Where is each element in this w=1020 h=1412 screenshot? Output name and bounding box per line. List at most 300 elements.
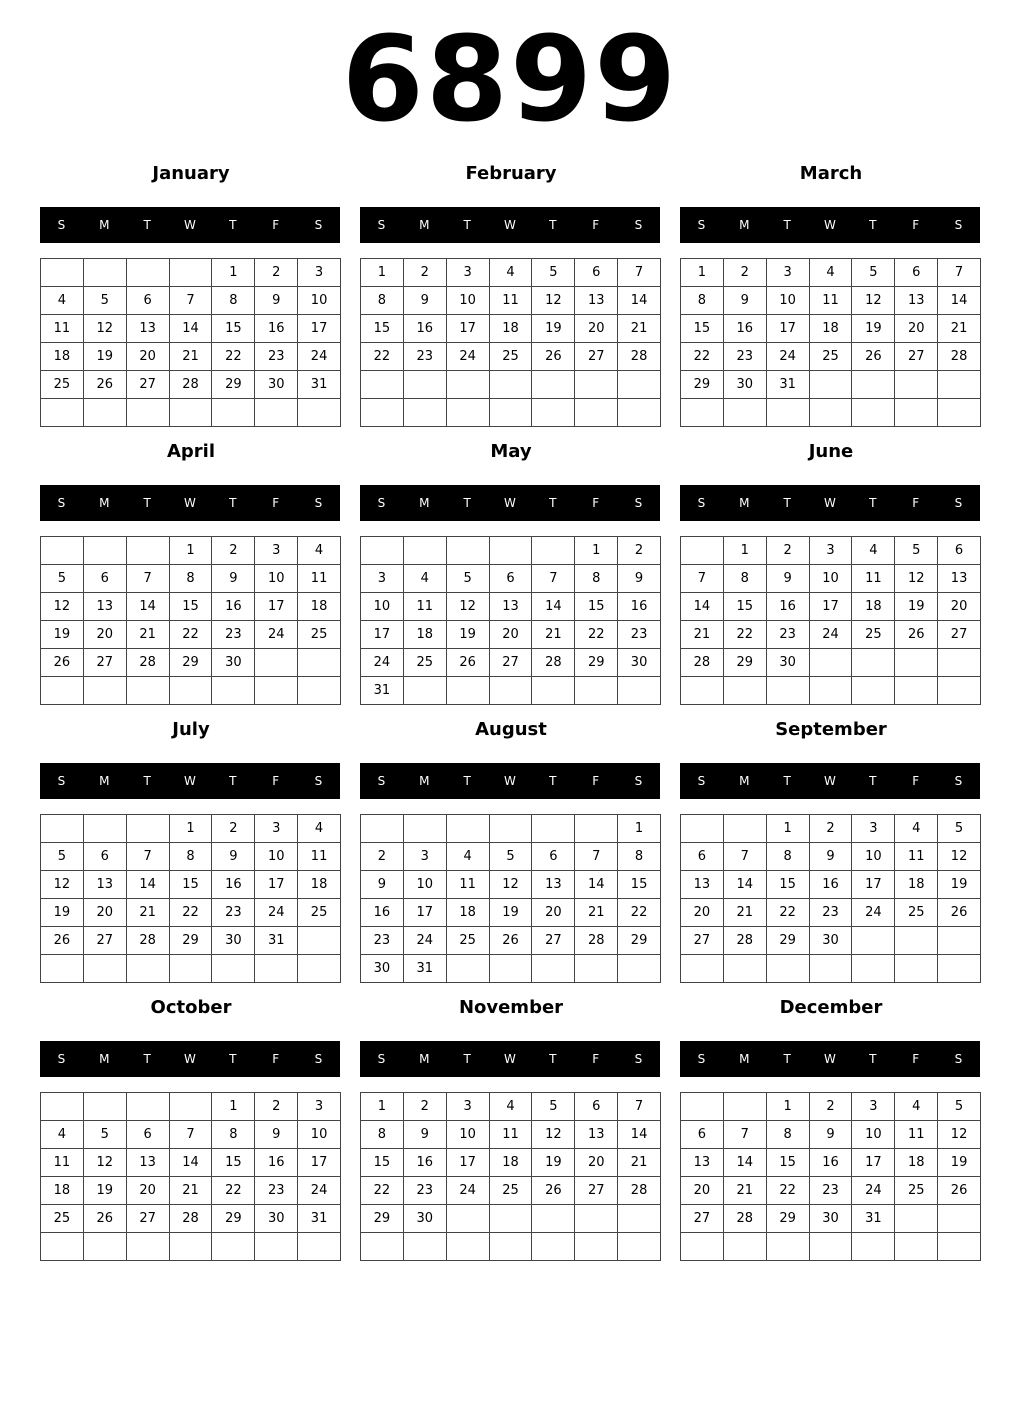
day-cell: 21: [170, 343, 213, 371]
empty-cell: [255, 677, 298, 705]
day-cell: 5: [41, 565, 84, 593]
empty-cell: [41, 955, 84, 983]
day-cell: 17: [767, 315, 810, 343]
day-cell: 12: [447, 593, 490, 621]
day-cell: 22: [767, 899, 810, 927]
empty-cell: [404, 537, 447, 565]
weekday-label: T: [549, 774, 557, 788]
weekday-label: S: [634, 1052, 643, 1066]
empty-cell: [447, 1205, 490, 1233]
day-cell: 16: [618, 593, 661, 621]
day-cell: 29: [212, 371, 255, 399]
weekday-label: T: [143, 496, 151, 510]
empty-cell: [490, 537, 533, 565]
empty-cell: [575, 399, 618, 427]
empty-cell: [41, 259, 84, 287]
empty-cell: [404, 1233, 447, 1261]
weekday-label: W: [184, 1052, 196, 1066]
day-cell: 20: [575, 1149, 618, 1177]
day-cell: 21: [532, 621, 575, 649]
day-cell: 25: [41, 1205, 84, 1233]
empty-cell: [41, 1093, 84, 1121]
day-cell: 2: [212, 815, 255, 843]
day-cell: 4: [404, 565, 447, 593]
empty-cell: [212, 1233, 255, 1261]
day-cell: 26: [938, 1177, 981, 1205]
day-cell: 1: [767, 815, 810, 843]
day-cell: 4: [298, 537, 341, 565]
day-cell: 22: [767, 1177, 810, 1205]
empty-cell: [41, 399, 84, 427]
day-cell: 1: [170, 537, 213, 565]
day-cell: 12: [938, 843, 981, 871]
day-cell: 20: [575, 315, 618, 343]
weekday-header: [680, 207, 980, 243]
day-cell: 2: [212, 537, 255, 565]
empty-cell: [895, 1233, 938, 1261]
day-cell: 24: [361, 649, 404, 677]
day-cell: 21: [618, 1149, 661, 1177]
day-cell: 16: [767, 593, 810, 621]
day-cell: 15: [170, 871, 213, 899]
weekday-label: M: [419, 774, 430, 788]
empty-cell: [681, 1233, 724, 1261]
day-cell: 6: [84, 843, 127, 871]
weekday-label: F: [272, 774, 280, 788]
day-cell: 14: [618, 287, 661, 315]
day-cell: 5: [532, 1093, 575, 1121]
day-cell: 23: [810, 1177, 853, 1205]
day-cell: 24: [404, 927, 447, 955]
weekday-label: F: [592, 496, 600, 510]
day-cell: 15: [724, 593, 767, 621]
empty-cell: [404, 399, 447, 427]
day-cell: 13: [84, 593, 127, 621]
day-cell: 27: [532, 927, 575, 955]
day-cell: 14: [127, 871, 170, 899]
empty-cell: [618, 677, 661, 705]
weekday-header: [40, 207, 340, 243]
weekday-label: S: [954, 774, 963, 788]
day-cell: 24: [298, 343, 341, 371]
day-cell: 30: [212, 649, 255, 677]
day-grid: [40, 814, 341, 983]
empty-cell: [490, 1233, 533, 1261]
day-cell: 25: [810, 343, 853, 371]
day-cell: 16: [404, 315, 447, 343]
day-cell: 8: [212, 1121, 255, 1149]
day-cell: 5: [490, 843, 533, 871]
empty-cell: [938, 955, 981, 983]
day-cell: 1: [575, 537, 618, 565]
weekday-label: M: [739, 774, 750, 788]
empty-cell: [447, 815, 490, 843]
weekday-label: S: [697, 774, 706, 788]
day-cell: 25: [298, 621, 341, 649]
day-cell: 25: [447, 927, 490, 955]
empty-cell: [618, 399, 661, 427]
day-cell: 3: [447, 1093, 490, 1121]
day-cell: 9: [810, 843, 853, 871]
day-cell: 2: [404, 259, 447, 287]
day-cell: 22: [170, 899, 213, 927]
day-cell: 2: [724, 259, 767, 287]
day-cell: 5: [938, 815, 981, 843]
day-cell: 11: [41, 315, 84, 343]
day-cell: 2: [255, 259, 298, 287]
day-cell: 13: [532, 871, 575, 899]
empty-cell: [361, 815, 404, 843]
day-cell: 29: [575, 649, 618, 677]
day-cell: 19: [852, 315, 895, 343]
day-cell: 8: [767, 843, 810, 871]
day-cell: 1: [767, 1093, 810, 1121]
day-cell: 7: [127, 565, 170, 593]
day-cell: 14: [724, 871, 767, 899]
weekday-label: M: [419, 1052, 430, 1066]
day-cell: 8: [170, 565, 213, 593]
day-cell: 26: [852, 343, 895, 371]
day-cell: 1: [170, 815, 213, 843]
day-cell: 22: [724, 621, 767, 649]
day-cell: 23: [255, 1177, 298, 1205]
day-cell: 14: [724, 1149, 767, 1177]
empty-cell: [938, 371, 981, 399]
day-cell: 21: [170, 1177, 213, 1205]
day-cell: 5: [852, 259, 895, 287]
weekday-label: F: [592, 218, 600, 232]
empty-cell: [447, 677, 490, 705]
month-name: June: [808, 441, 854, 462]
weekday-label: W: [504, 774, 516, 788]
day-cell: 24: [852, 1177, 895, 1205]
empty-cell: [84, 677, 127, 705]
day-cell: 7: [170, 1121, 213, 1149]
empty-cell: [361, 537, 404, 565]
empty-cell: [852, 649, 895, 677]
day-cell: 17: [852, 871, 895, 899]
day-cell: 30: [255, 1205, 298, 1233]
weekday-label: S: [314, 496, 323, 510]
day-cell: 6: [84, 565, 127, 593]
day-cell: 11: [852, 565, 895, 593]
empty-cell: [41, 815, 84, 843]
day-cell: 9: [212, 565, 255, 593]
day-cell: 10: [767, 287, 810, 315]
day-cell: 9: [767, 565, 810, 593]
day-cell: 29: [767, 1205, 810, 1233]
day-cell: 3: [852, 1093, 895, 1121]
weekday-label: M: [739, 218, 750, 232]
day-cell: 27: [575, 1177, 618, 1205]
day-cell: 6: [895, 259, 938, 287]
day-cell: 5: [447, 565, 490, 593]
day-cell: 26: [447, 649, 490, 677]
day-cell: 3: [447, 259, 490, 287]
day-cell: 30: [810, 1205, 853, 1233]
day-cell: 25: [404, 649, 447, 677]
day-cell: 18: [490, 1149, 533, 1177]
empty-cell: [490, 955, 533, 983]
day-cell: 16: [810, 1149, 853, 1177]
weekday-label: W: [824, 1052, 836, 1066]
day-cell: 24: [852, 899, 895, 927]
day-grid: [360, 814, 661, 983]
day-cell: 2: [767, 537, 810, 565]
empty-cell: [724, 677, 767, 705]
weekday-label: S: [634, 218, 643, 232]
empty-cell: [681, 955, 724, 983]
day-cell: 11: [810, 287, 853, 315]
day-cell: 21: [127, 621, 170, 649]
day-cell: 10: [255, 565, 298, 593]
day-cell: 26: [41, 649, 84, 677]
day-cell: 24: [447, 1177, 490, 1205]
month-name: August: [475, 719, 547, 740]
day-cell: 6: [532, 843, 575, 871]
day-cell: 4: [298, 815, 341, 843]
day-cell: 4: [895, 815, 938, 843]
day-cell: 5: [532, 259, 575, 287]
day-cell: 17: [810, 593, 853, 621]
day-cell: 15: [618, 871, 661, 899]
day-cell: 9: [404, 287, 447, 315]
weekday-label: T: [783, 1052, 791, 1066]
empty-cell: [767, 399, 810, 427]
day-cell: 30: [810, 927, 853, 955]
empty-cell: [532, 815, 575, 843]
day-cell: 31: [298, 1205, 341, 1233]
day-cell: 15: [170, 593, 213, 621]
empty-cell: [938, 1233, 981, 1261]
empty-cell: [255, 399, 298, 427]
day-cell: 28: [127, 649, 170, 677]
day-cell: 19: [938, 1149, 981, 1177]
day-cell: 30: [618, 649, 661, 677]
empty-cell: [170, 1233, 213, 1261]
empty-cell: [852, 955, 895, 983]
empty-cell: [84, 1233, 127, 1261]
day-cell: 9: [255, 1121, 298, 1149]
day-cell: 16: [361, 899, 404, 927]
day-cell: 6: [681, 843, 724, 871]
day-cell: 17: [255, 871, 298, 899]
day-cell: 10: [852, 1121, 895, 1149]
day-cell: 31: [255, 927, 298, 955]
day-cell: 23: [767, 621, 810, 649]
day-cell: 7: [938, 259, 981, 287]
day-cell: 30: [212, 927, 255, 955]
day-cell: 8: [170, 843, 213, 871]
weekday-label: S: [634, 774, 643, 788]
empty-cell: [84, 399, 127, 427]
day-grid: [360, 258, 661, 427]
day-cell: 16: [255, 1149, 298, 1177]
day-cell: 17: [404, 899, 447, 927]
month-name: February: [465, 163, 557, 184]
empty-cell: [810, 399, 853, 427]
weekday-label: F: [912, 218, 920, 232]
day-cell: 14: [127, 593, 170, 621]
empty-cell: [447, 399, 490, 427]
day-cell: 2: [810, 1093, 853, 1121]
day-cell: 19: [447, 621, 490, 649]
day-cell: 21: [575, 899, 618, 927]
weekday-label: T: [783, 774, 791, 788]
empty-cell: [447, 1233, 490, 1261]
day-cell: 22: [575, 621, 618, 649]
day-cell: 3: [361, 565, 404, 593]
day-cell: 27: [895, 343, 938, 371]
day-cell: 21: [618, 315, 661, 343]
day-cell: 14: [575, 871, 618, 899]
day-cell: 24: [447, 343, 490, 371]
day-cell: 18: [298, 871, 341, 899]
day-grid: [40, 258, 341, 427]
empty-cell: [618, 1205, 661, 1233]
day-cell: 12: [895, 565, 938, 593]
day-cell: 11: [298, 565, 341, 593]
empty-cell: [298, 649, 341, 677]
weekday-label: T: [869, 218, 877, 232]
day-cell: 28: [532, 649, 575, 677]
day-cell: 25: [298, 899, 341, 927]
day-cell: 20: [127, 343, 170, 371]
day-cell: 11: [404, 593, 447, 621]
empty-cell: [41, 537, 84, 565]
weekday-label: S: [954, 496, 963, 510]
weekday-label: S: [697, 1052, 706, 1066]
day-cell: 9: [404, 1121, 447, 1149]
day-cell: 25: [490, 343, 533, 371]
empty-cell: [361, 371, 404, 399]
day-cell: 12: [41, 871, 84, 899]
day-cell: 3: [810, 537, 853, 565]
day-cell: 24: [767, 343, 810, 371]
empty-cell: [127, 537, 170, 565]
weekday-label: S: [57, 774, 66, 788]
empty-cell: [681, 677, 724, 705]
weekday-label: M: [419, 218, 430, 232]
day-cell: 11: [41, 1149, 84, 1177]
weekday-label: T: [549, 218, 557, 232]
empty-cell: [767, 677, 810, 705]
day-grid: [360, 1092, 661, 1261]
day-cell: 24: [255, 899, 298, 927]
day-cell: 9: [255, 287, 298, 315]
empty-cell: [575, 815, 618, 843]
empty-cell: [810, 371, 853, 399]
day-cell: 14: [618, 1121, 661, 1149]
day-cell: 26: [84, 371, 127, 399]
empty-cell: [575, 677, 618, 705]
weekday-label: T: [229, 218, 237, 232]
day-cell: 22: [361, 1177, 404, 1205]
day-cell: 16: [212, 593, 255, 621]
day-cell: 27: [938, 621, 981, 649]
day-cell: 18: [298, 593, 341, 621]
day-cell: 9: [724, 287, 767, 315]
month-name: July: [172, 719, 210, 740]
day-cell: 21: [724, 1177, 767, 1205]
day-cell: 17: [447, 315, 490, 343]
empty-cell: [532, 1233, 575, 1261]
day-cell: 5: [84, 287, 127, 315]
day-cell: 27: [575, 343, 618, 371]
day-cell: 13: [84, 871, 127, 899]
day-cell: 7: [724, 843, 767, 871]
day-cell: 16: [810, 871, 853, 899]
empty-cell: [127, 1093, 170, 1121]
empty-cell: [575, 1233, 618, 1261]
empty-cell: [447, 371, 490, 399]
weekday-label: M: [99, 774, 110, 788]
empty-cell: [767, 955, 810, 983]
empty-cell: [681, 1093, 724, 1121]
empty-cell: [938, 677, 981, 705]
day-cell: 23: [810, 899, 853, 927]
day-cell: 29: [681, 371, 724, 399]
day-cell: 8: [361, 287, 404, 315]
day-cell: 29: [170, 649, 213, 677]
empty-cell: [298, 1233, 341, 1261]
weekday-label: W: [184, 496, 196, 510]
day-cell: 13: [938, 565, 981, 593]
weekday-label: S: [377, 496, 386, 510]
day-cell: 11: [298, 843, 341, 871]
day-cell: 25: [490, 1177, 533, 1205]
weekday-label: T: [143, 218, 151, 232]
day-cell: 10: [298, 1121, 341, 1149]
day-cell: 16: [724, 315, 767, 343]
empty-cell: [41, 1233, 84, 1261]
empty-cell: [938, 649, 981, 677]
day-cell: 8: [767, 1121, 810, 1149]
day-cell: 13: [127, 315, 170, 343]
empty-cell: [724, 399, 767, 427]
day-cell: 24: [810, 621, 853, 649]
weekday-label: S: [314, 218, 323, 232]
day-cell: 6: [127, 287, 170, 315]
day-cell: 11: [490, 287, 533, 315]
weekday-label: M: [419, 496, 430, 510]
day-cell: 19: [895, 593, 938, 621]
weekday-header: [360, 1041, 660, 1077]
weekday-label: T: [463, 1052, 471, 1066]
day-cell: 1: [361, 1093, 404, 1121]
day-cell: 27: [681, 1205, 724, 1233]
empty-cell: [852, 927, 895, 955]
empty-cell: [895, 1205, 938, 1233]
empty-cell: [681, 537, 724, 565]
day-grid: [40, 536, 341, 705]
weekday-label: S: [57, 218, 66, 232]
day-cell: 7: [724, 1121, 767, 1149]
day-grid: [40, 1092, 341, 1261]
empty-cell: [575, 1205, 618, 1233]
day-cell: 17: [852, 1149, 895, 1177]
empty-cell: [212, 955, 255, 983]
day-cell: 29: [170, 927, 213, 955]
day-cell: 1: [212, 259, 255, 287]
weekday-label: F: [912, 496, 920, 510]
day-cell: 29: [724, 649, 767, 677]
day-cell: 19: [490, 899, 533, 927]
day-cell: 30: [724, 371, 767, 399]
day-cell: 31: [404, 955, 447, 983]
empty-cell: [852, 677, 895, 705]
day-cell: 29: [212, 1205, 255, 1233]
